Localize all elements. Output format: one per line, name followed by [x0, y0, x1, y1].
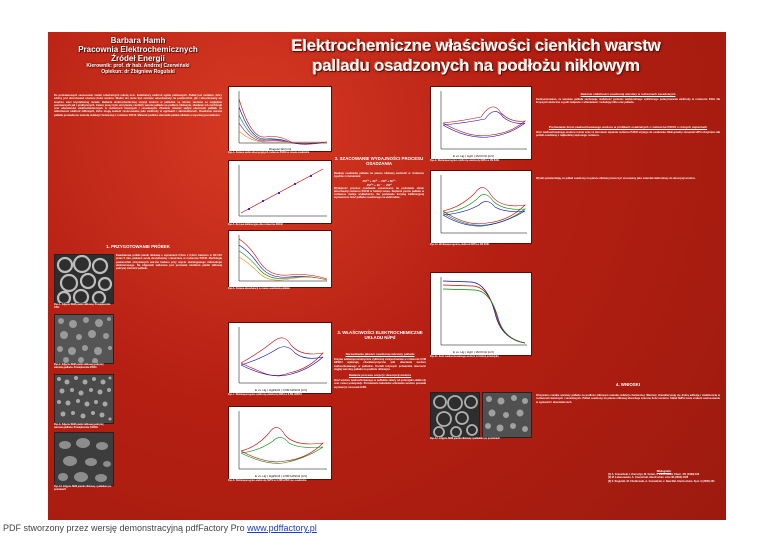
sem-foam-texture-2: [431, 393, 479, 437]
sem-image-6: [482, 392, 532, 438]
section3-subheading: Sprawdzanie jakości osadzonej warstwy palladu: [345, 352, 415, 356]
fig1-caption: Rys.1. Zdjęcie SEM pianki niklowej. Powiększenie 100x: [54, 303, 111, 309]
hydrogen-x-label: E vs. Hg | HgO | 1M KOH [mV]: [453, 350, 494, 354]
section2-heading: 2. SZACOWANIE WYDAJNOŚCI PROCESU OSADZANIA: [334, 156, 424, 166]
cv2-x-label: E vs. Hg | Hg2SO4 | 0,5M H2SO4 [mV]: [255, 474, 308, 478]
fig8-caption: Rys.8. Woltamperogram elektrody Ni/Pd w 0,5M H2SO4 po osadzaniu: [228, 479, 307, 482]
bibliography: [608, 470, 720, 483]
cv-koh-chart: [430, 86, 532, 160]
section1-text: Kwadratowe próbki pianki niklowej o wymiarach 0,5cm x 0,5cm trawiono w 1M HCl przez 5 min, płukano wodą destylowaną i zanurzano w roztworze PdCl2. Morfologię powierzchni otrzymanych warstw badano przy użyciu skaningowego mikroskopu elektronowego. Na zdjęciach widoczna jest porowata struktura pianki niklowej pokrytej ziarnami palladu.: [116, 254, 222, 271]
author-name: Barbara Hamh: [110, 36, 166, 45]
koh-x-label: E vs. Hg | HgO | 1M KOH [mV]: [453, 154, 494, 158]
bibliography-item: [2] M. Łukaszewski, A. Czerwiński, Electrochim. Acta 48 (2003) 2435: [608, 476, 689, 480]
fig13-caption: Rys.13. Zdjęcie SEM pianki niklowej z palladem po pomiarach: [54, 485, 112, 491]
right-heading-2: Porównanie ilości zaabsorbowanego wodoru w próbkach osadzanych z roztworów PdCl2 o różnych stężeniach: [548, 124, 708, 129]
sem-image-1: [54, 254, 114, 304]
section2-text-b: Wydajność procesu osadzania oszacowano na podstawie zmian absorbancji roztworu PdCl2 w funkcji czasu. Stężenie jonów palladu w roztworze maleje wykładniczo. Na podstawie krzywej kalibracyjnej wyznaczono ilość palladu osadzonego na elektrodzie.: [334, 186, 424, 200]
sem-image-4: [54, 432, 114, 486]
sem-image-2: [54, 314, 114, 364]
hydrogen-chart: [430, 272, 532, 356]
uv-vis-svg: [229, 87, 331, 151]
uv-vis-chart: [228, 86, 332, 152]
right-text-1: Zaobserwowano, że warstwa palladu zachowuje stabilność podczas wielokrotnego cyklicznego polaryzowania elektrody w roztworze KOH. Na krzywych widoczne są piki związane z utlenianiem i redukcją niklu oraz palladu.: [536, 98, 720, 105]
equation-1: Pd²⁺ + Ni⁰ → Pd⁰ + Ni²⁺: [362, 178, 396, 183]
title-line1: Elektrochemiczne właściwości cienkich warstw: [291, 36, 661, 55]
fig3-caption: Rys.3. Zdjęcie SEM pianki niklowej pokrytej warstwą palladu. Powiększenie 10000x: [54, 423, 104, 429]
sem-grain-texture: [55, 315, 113, 363]
footer-link[interactable]: www.pdffactory.pl: [247, 523, 317, 533]
section4-text: Otrzymano cienkie warstwy palladu na podłożu niklowym metodą redukcji chemicznej. Warstwy charakteryzują się dobrą adhezją i stabilnością w roztworach kwaśnych i zasadowych. Pallad osadzony na piance niklowej absorbuje znaczne ilości wodoru. Układ Ni/Pd może znaleźć zastosowanie w ogniwach i akumulatorach.: [536, 394, 720, 404]
fig5-caption: Rys.5. Krzywa kalibracyjna dla roztworów PdCl2: [228, 223, 283, 226]
sem-foam-texture: [55, 255, 113, 303]
cv-koh-svg: [431, 87, 531, 159]
fig6-caption: Rys.6. Zmiana absorbancji w czasie osadzania palladu: [228, 287, 290, 290]
cv-chart-1: [228, 322, 332, 394]
cv1-x-label: E vs. Hg | Hg2SO4 | 0,5M H2SO4 [mV]: [255, 388, 308, 392]
fig4-caption: Rys.4. Zmiana widm absorpcyjnych roztworu PdCl2 w czasie osadzania: [228, 151, 310, 154]
calibration-chart: [228, 160, 332, 224]
fig2-caption: Rys.2. Zdjęcie SEM pianki niklowej pokrytej warstwą palladu. Powiększenie 2500x: [54, 363, 104, 369]
hydrogen-svg: [431, 273, 531, 355]
right-heading-1: Badanie stabilności osadzonej warstwy w roztworach zasadowych: [580, 92, 676, 96]
lab-name-line1: Pracownia Elektrochemicznych: [78, 45, 198, 54]
cv-koh-2-svg: [431, 171, 531, 243]
section3-subheading-2: Badanie procesu sorpcji i desorpcji wodoru: [348, 373, 412, 378]
section3-heading: 3. WŁAŚCIWOŚCI ELEKTROCHEMICZNE UKŁADU Ni/Pd: [337, 330, 423, 340]
section3-text-2: Ilość wodoru zaabsorbowanego w palladzie zależy od potencjału elektrody oraz czasu polaryzacji. Porównanie ładunków utleniania wodoru pozwala wyznaczyć stosunek H/Pd.: [334, 379, 426, 389]
section3-body: [334, 350, 426, 389]
right-column: [536, 90, 720, 180]
sem-surface-texture: [55, 433, 113, 485]
fig7-caption: Rys.7. Woltamperogram cykliczny elektrody Ni/Pd w 0,5M H2SO4: [228, 393, 302, 396]
supervisor: Kierownik: prof. dr hab. Andrzej Czerwiński: [86, 63, 190, 69]
calibration-svg: [229, 161, 331, 223]
sem-grain-texture-fine: [55, 375, 113, 423]
right-text-3: Wyniki potwierdzają, że pallad osadzony na piance niklowej może być stosowany jako materiał elektrodowy do absorpcji wodoru.: [536, 177, 696, 181]
section1-heading: 1. PRZYGOTOWANIE PRÓBEK: [106, 244, 170, 249]
sem-image-3: [54, 374, 114, 424]
cv-chart-2-svg: [229, 407, 331, 479]
sem-image-5: [430, 392, 480, 438]
poster-title: [230, 36, 722, 76]
lab-name-line2: Źródeł Energii: [111, 54, 165, 63]
fig9-caption: Rys.9. Woltamperogram cykliczny elektrody Ni/Pd w 1M KOH: [430, 159, 500, 162]
bibliography-item: [3] Z. Rogulski, M. Chotkowski, A. Czerwiński, J. New Mat. Electrochem. Syst. 9 (2006) 401: [608, 479, 715, 483]
author-block: [54, 36, 222, 75]
section3-text: Krzywe woltamperometryczne cyklicznej zarejestrowane w roztworze 0,5M H2SO4 wykazują charakterystyczne piki utleniania wodoru zaabsorbowanego w palladzie. Kształt krzywych potwierdza obecność ciągłej warstwy palladu na podłożu niklowym.: [334, 358, 426, 371]
absorbance-svg: [229, 231, 331, 287]
cv-chart-1-svg: [229, 323, 331, 393]
cv-chart-2: [228, 406, 332, 480]
bibliography-heading: Bibliografia:: [656, 470, 672, 473]
uv-x-label: Długość fali [nm]: [269, 147, 292, 151]
footer-text: PDF stworzony przez wersję demonstracyjną pdfFactory Pro: [3, 523, 248, 533]
cv-koh-chart-2: [430, 170, 532, 244]
equation-2: Pd²⁺ + 2e⁻ → Pd⁰: [366, 182, 392, 187]
section2-text: Reakcja osadzania palladu na piance niklowej zachodzi w roztworze zgodnie z równaniem:: [334, 172, 424, 179]
right-text-2: Ilość zaabsorbowanego wodoru rośnie wraz ze wzrostem stężenia roztworu PdCl2 użytego do osadzania. Maksymalny stosunek H/Pd otrzymano dla próbki osadzanej z najbardziej stężonego roztworu.: [536, 130, 720, 137]
poster: [48, 32, 726, 520]
section2-body: [334, 172, 424, 200]
pdf-watermark-footer: [3, 523, 317, 533]
intro-text: Do podstawowych zastosowań metali szlachetnych należą m.in. katalizatory elektrod ogniw paliwowych. Pallad jest metalem, który zdolny jest absorbować znaczne ilości wodoru. Wodór ten może być zarówno adsorbowany na powierzchni, jak i absorbowany we wnętrzu sieci krystalicznej metalu. Badania elektrochemicznej sorpcji wodoru w palladzie są istotne zarówno ze względów poznawczych jak i praktycznych. Celem pracy było otrzymanie cienkich warstw palladu na podłożu niklowym, zbadanie ich morfologii oraz właściwości elektrochemicznych w roztworach kwaśnych i zasadowych. Zbadano również wpływ obecności palladu na właściwości elektrod niklowych, które mogą znaleźć zastosowanie jako elektrody w ogniwach i akumulatorach. Osadzanie warstw palladu prowadzono metodą redukcji chemicznej z roztworu PdCl2. Materiał podłoża stanowiła pianka niklowa o wysokiej porowatości.: [54, 94, 222, 117]
fig12-caption: Rys.12. Zdjęcie SEM pianki niklowej z palladem po pomiarach: [430, 437, 501, 440]
section4-heading: 4. WNIOSKI: [615, 382, 641, 387]
sem-grain-texture-2: [483, 393, 531, 437]
tutor: Opiekun: dr Zbigniew Rogulski: [101, 69, 175, 75]
bibliography-item: [1] A. Czerwiński, I. Kiersztyn, M. Grdeń, J. Electroanal. Chem. 471 (1999) 190: [608, 473, 700, 477]
fig10-caption: Rys.10. Woltamperogramy elektrod Ni/Pd w 1M KOH: [430, 243, 490, 246]
fig11-caption: Rys.11. Ilość zaabsorbowanego wodoru w funkcji potencjału: [430, 355, 499, 358]
absorbance-chart: [228, 230, 332, 288]
title-line2: palladu osadzonych na podłożu niklowym: [312, 56, 640, 75]
